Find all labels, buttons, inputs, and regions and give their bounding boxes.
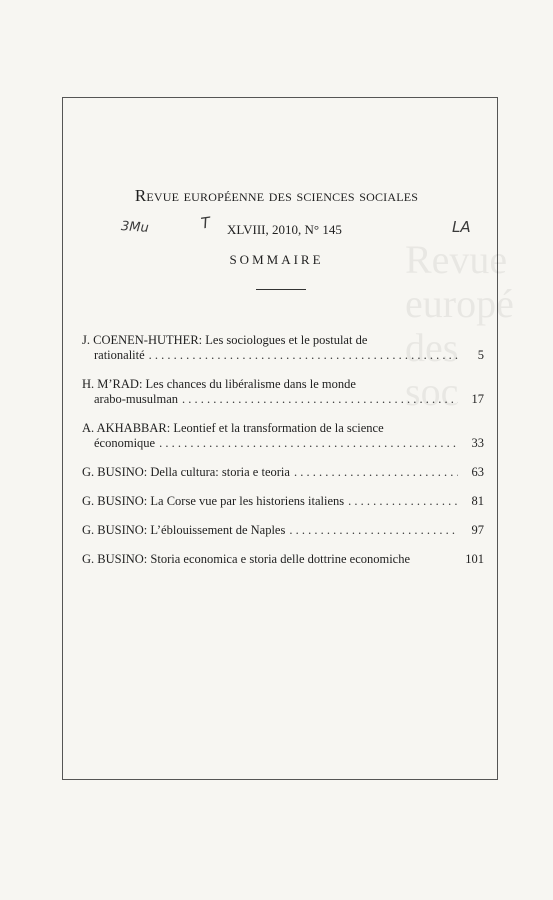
toc-entry-title: G. BUSINO: Storia economica e storia delle dottrine economiche — [82, 552, 411, 566]
toc-entry-title: J. COENEN-HUTHER: Les sociologues et le postulat de — [82, 333, 368, 347]
handwritten-note-right: LA — [452, 218, 471, 236]
handwritten-mark: T — [199, 213, 212, 233]
toc-entry — [82, 494, 484, 509]
journal-title: Revue européenne des sciences sociales — [134, 186, 419, 205]
toc-entry — [82, 333, 484, 363]
toc-entry — [82, 465, 484, 480]
toc-entry — [82, 552, 484, 567]
toc-entry-title: G. BUSINO: La Corse vue par les historiens italiens — [82, 494, 345, 508]
dot-leader — [159, 436, 458, 451]
toc-page-number: 101 — [465, 552, 484, 566]
toc-entry-title: G. BUSINO: L’éblouissement de Naples — [82, 523, 286, 537]
table-of-contents — [82, 333, 484, 581]
toc-page-number: 33 — [471, 436, 484, 450]
dot-leader — [149, 348, 458, 363]
show-through-text: Revue europé des soc — [405, 237, 514, 414]
toc-entry-title: A. AKHABBAR: Leontief et la transformation de la science — [82, 421, 384, 435]
contents-heading: SOMMAIRE — [229, 252, 324, 267]
issue-line: XLVIII, 2010, N° 145 — [227, 222, 342, 237]
toc-entry-title-cont: rationalité — [94, 348, 145, 362]
toc-entry-title: G. BUSINO: Della cultura: storia e teoria — [82, 465, 290, 479]
toc-page-number: 17 — [471, 392, 484, 406]
handwritten-note-left: 3Mu — [120, 219, 150, 236]
toc-entry — [82, 377, 484, 407]
heading-rule — [256, 289, 306, 290]
toc-entry-title-cont: arabo-musulman — [94, 392, 179, 406]
dot-leader — [289, 523, 458, 538]
toc-page-number: 5 — [477, 348, 484, 362]
toc-page-number: 63 — [471, 465, 484, 479]
toc-entry — [82, 421, 484, 451]
toc-entry-title: H. M’RAD: Les chances du libéralisme dans le monde — [82, 377, 356, 391]
dot-leader — [182, 392, 458, 407]
dot-leader — [294, 465, 458, 480]
toc-page-number: 97 — [471, 523, 484, 537]
toc-entry-title-cont: économique — [94, 436, 156, 450]
toc-page-number: 81 — [471, 494, 484, 508]
toc-entry — [82, 523, 484, 538]
dot-leader — [348, 494, 458, 509]
